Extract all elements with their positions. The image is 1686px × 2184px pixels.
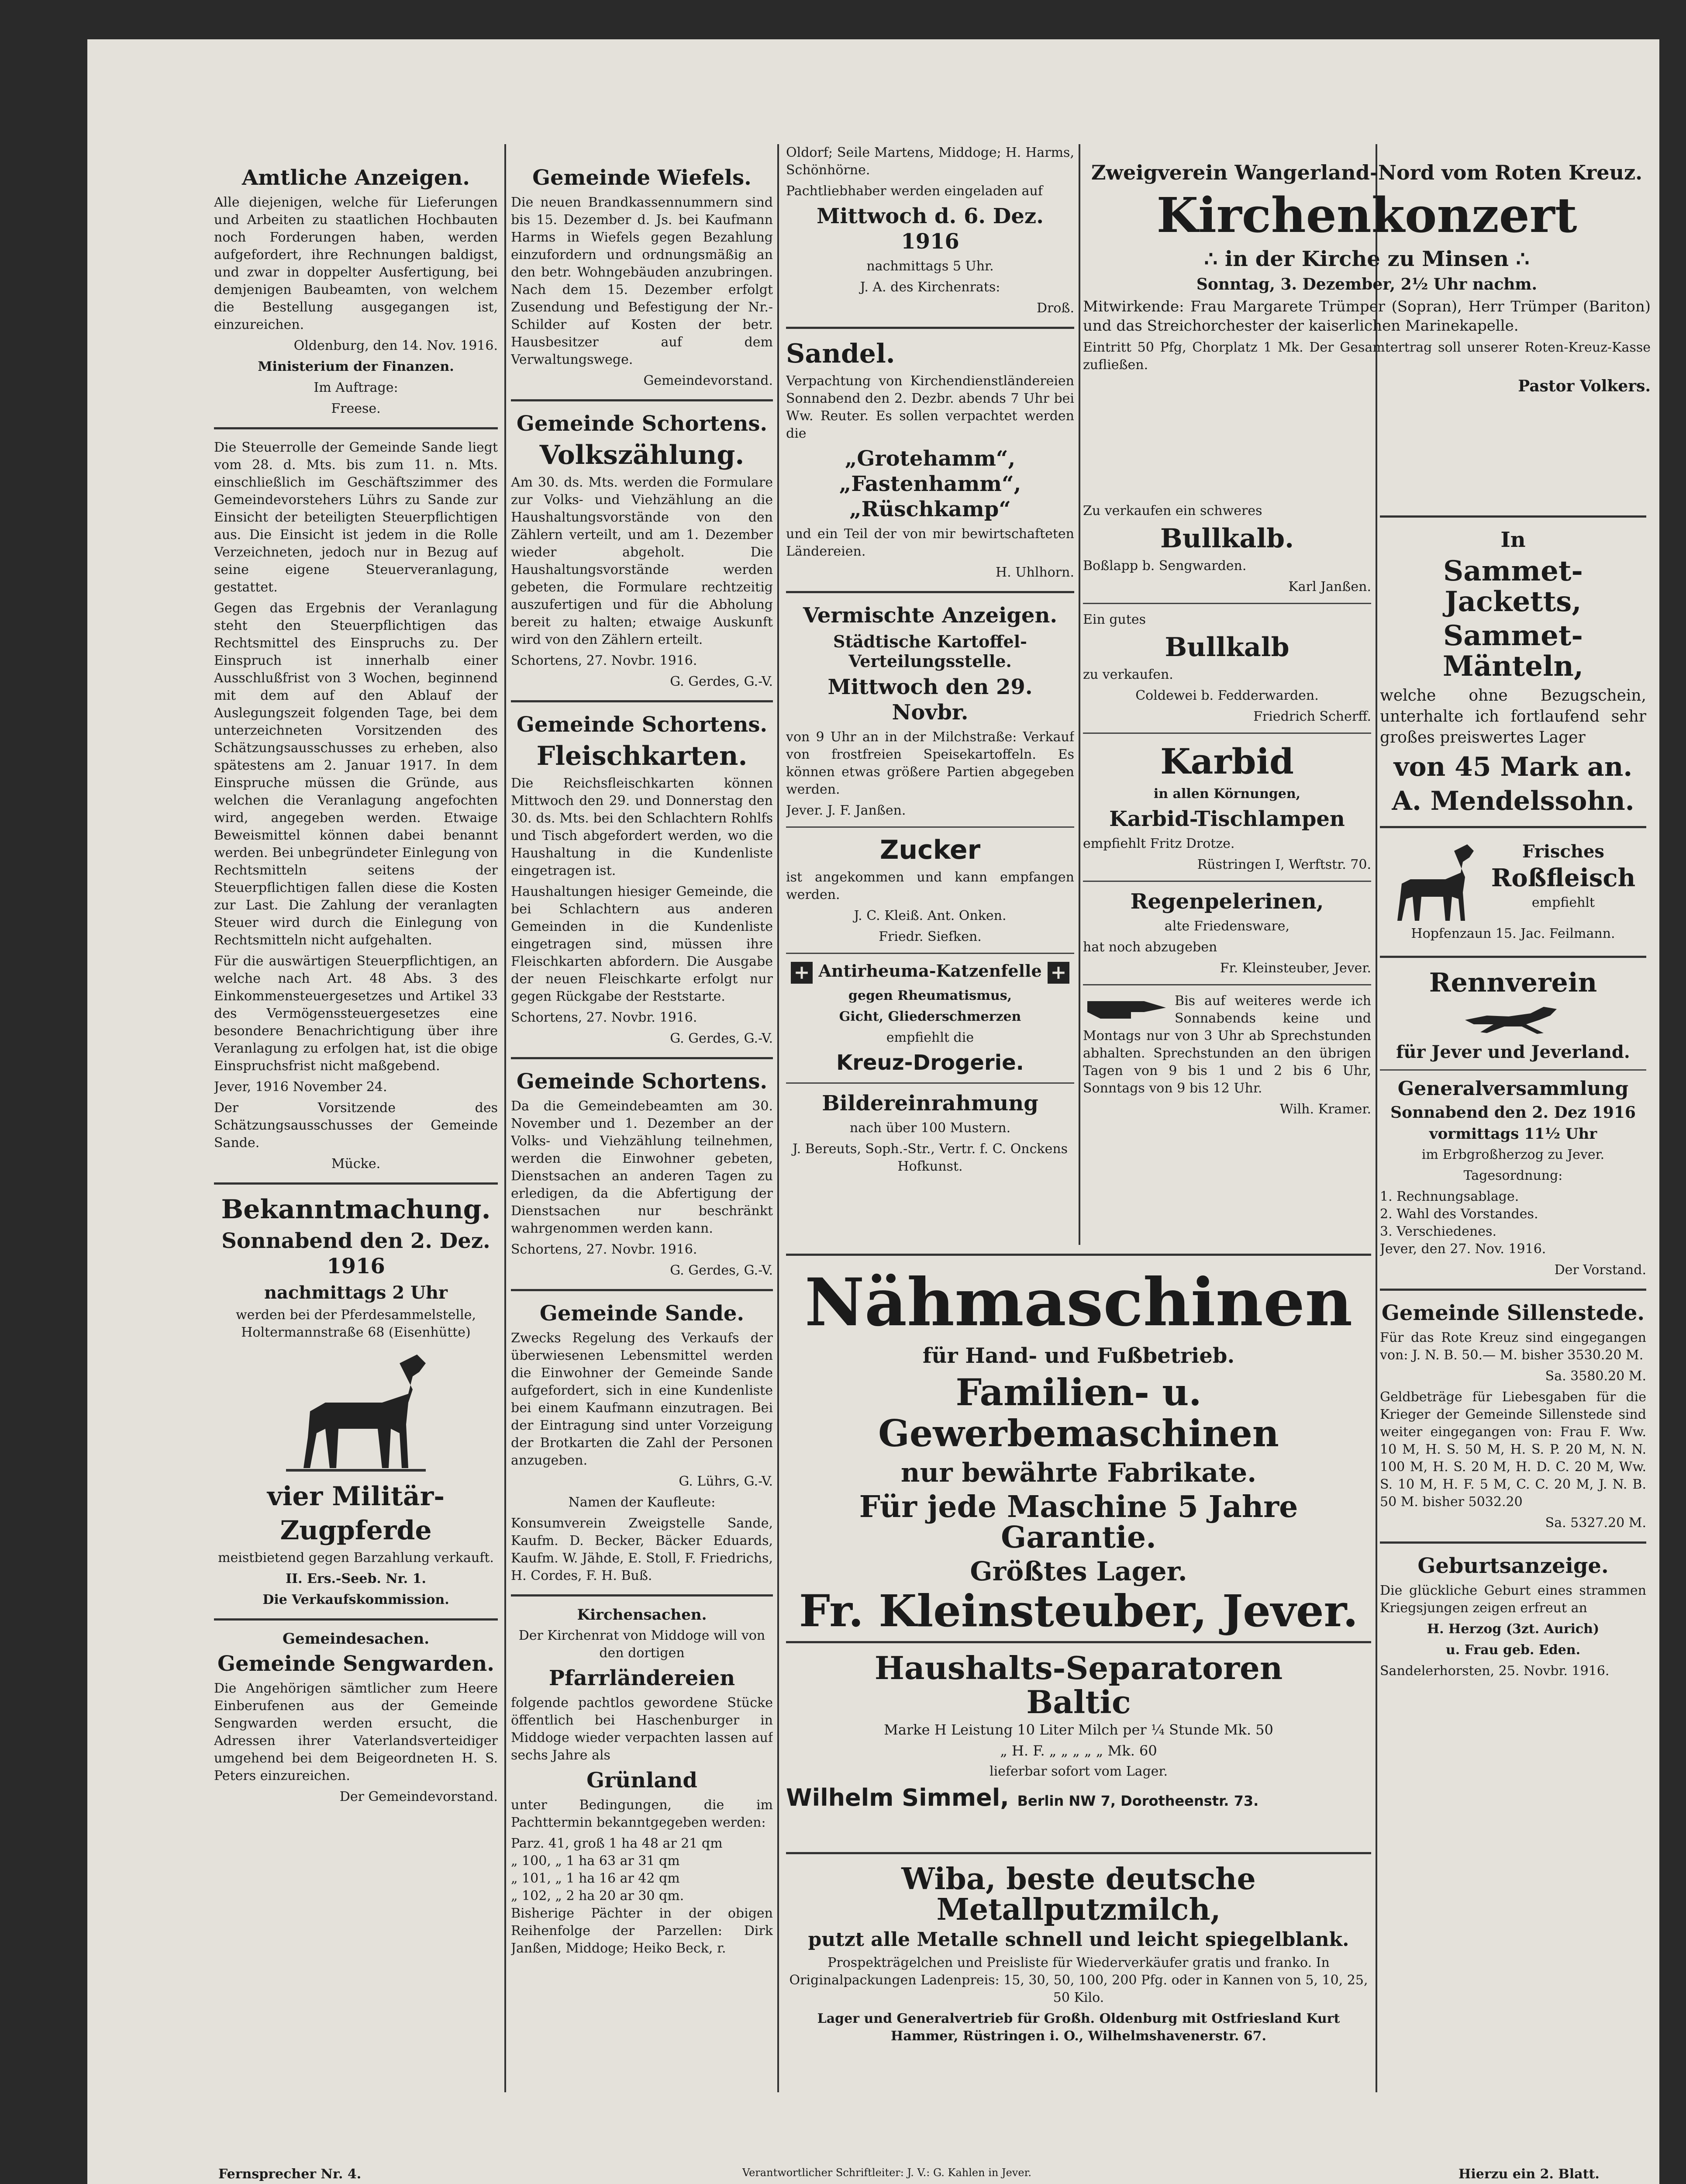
date-line: Jever, 1916 November 24.: [214, 1079, 387, 1095]
ad-title: Städtische Kartoffel-Verteilungsstelle.: [833, 632, 1027, 671]
body-text: empfiehlt: [1531, 895, 1595, 910]
ad-subtitle: putzt alle Metalle schnell und leicht spiegelblank.: [808, 1928, 1349, 1951]
column-5: [1380, 515, 1646, 2097]
date-line: Oldenburg, den 14. Nov. 1916.: [293, 338, 498, 353]
ad-intro: In: [1500, 528, 1526, 552]
notice-title: Gemeinde Wiefels.: [532, 166, 752, 190]
signature: Hopfenzaun 15. Jac. Feilmann.: [1411, 926, 1615, 941]
body-text: Die glückliche Geburt eines strammen Kriegsjungen zeigen erfreut an: [1380, 1583, 1646, 1616]
zucker-ad: [786, 835, 1074, 946]
divider: [1380, 515, 1646, 518]
signature: G. Gerdes, G.-V.: [670, 1031, 773, 1046]
body-text: Prospekträgelchen und Preisliste für Wiederverkäufer gratis und franko. In Originalpackungen Ladenpreis: 15, 30, 50, 100, 200 Pfg. oder in Kannen von 5, 10, 25, 50 Kilo.: [789, 1955, 1368, 2005]
pointing-hand-icon: [1083, 992, 1170, 1023]
body-text: und ein Teil der von mir bewirtschafteten Ländereien.: [786, 526, 1074, 559]
ad-title: Sammet-Mänteln,: [1442, 619, 1584, 683]
kirchenkonzert-ad: [1083, 157, 1651, 498]
divider: [786, 826, 1074, 828]
ad-title: Sammet-Jacketts,: [1443, 555, 1583, 618]
body-text: Für die auswärtigen Steuerpflichtigen, an welche nach Art. 48 Abs. 3 des Einkommensteuergesetzes und Artikel 33 des Vermögenssteuergesetzes eine besondere Benachrichtigung über ihre Veranlagung zu erfolgen hat, ist die obige Einspruchsfrist nicht maßgebend.: [214, 954, 498, 1074]
regenpelerinen-ad: [1083, 889, 1371, 977]
ad-subtitle: für Jever und Jeverland.: [1396, 1042, 1630, 1062]
body-text: Bis auf weiteres werde ich Sonnabends keine und Montags nur von 3 Uhr ab Sprechstunden abhalten. Sprechstunden an den übrigen Tagen von 9 bis 1 und 2 bis 6 Uhr, Sonntags von 9 bis 12 Uhr.: [1083, 993, 1371, 1096]
subhead: Namen der Kaufleute:: [568, 1495, 716, 1510]
signature: Fr. Kleinsteuber, Jever.: [1220, 961, 1371, 976]
ad-date: Sonnabend den 2. Dez. 1916: [221, 1229, 490, 1279]
column-4: [1083, 502, 1371, 1245]
body-text: lieferbar sofort vom Lager.: [989, 1764, 1168, 1779]
signature: Der Gemeindevorstand.: [339, 1789, 498, 1804]
signature: Rüstringen I, Werftstr. 70.: [1197, 857, 1371, 872]
agenda-list: [1380, 1188, 1646, 1241]
schortens-notice: [511, 1069, 773, 1279]
signature: Wilh. Kramer.: [1279, 1102, 1371, 1117]
divider: [786, 1852, 1371, 1854]
body-text: Der Kirchenrat von Middoge will von den dortigen: [518, 1628, 765, 1661]
shop-name: Kreuz-Drogerie.: [836, 1050, 1024, 1075]
notice-title: Volkszählung.: [539, 440, 745, 470]
ad-place: ∴ in der Kirche zu Minsen ∴: [1204, 247, 1530, 271]
authority-note: Im Auftrage:: [314, 380, 398, 395]
ad-title: Roßfleisch: [1491, 864, 1636, 892]
ad-date: Mittwoch den 29. Novbr.: [827, 675, 1033, 725]
divider: [1083, 603, 1371, 604]
ad-title: Haushalts-Separatoren: [874, 1649, 1283, 1686]
body-text: Da die Gemeindebeamten am 30. November und 1. Dezember an der Volks- und Viehzählung teilnehmen, werden die Einwohner gebeten, Dienstsachen an anderen Tagen zu erledigen, da die Abfertigung der Dienstsachen nur beschränkt wahrgenommen werden kann.: [511, 1099, 773, 1236]
kirchensachen: [511, 1606, 773, 1957]
signature: H. Herzog (3zt. Aurich): [1427, 1621, 1600, 1637]
rossfleisch-ad: [1380, 838, 1646, 946]
ad-headline: vier Militär-: [267, 1481, 445, 1512]
body-text: Haushaltungen hiesiger Gemeinde, die bei Schlachtern aus anderen Gemeinden in die Kundenliste eingetragen sind, müssen ihre Fleischkarten abfordern. Die Ausgabe der neuen Fleischkarte erfolgt nur gegen Rückgabe der Reststarte.: [511, 884, 773, 1004]
column-2: [511, 162, 773, 2092]
column-1: [214, 162, 498, 2092]
ad-price: von 45 Mark an.: [1393, 752, 1633, 782]
signature: G. Lührs, G.-V.: [679, 1474, 773, 1489]
divider: [1380, 826, 1646, 828]
body-text: Für das Rote Kreuz sind eingegangen von: J. N. B. 50.— M. bisher 3530.20 M.: [1380, 1330, 1646, 1363]
ad-title: Zucker: [879, 835, 981, 865]
naehmaschinen-ad: [786, 1254, 1371, 1839]
signature: Karl Janßen.: [1288, 579, 1371, 594]
divider: [214, 1182, 498, 1185]
ad-subtitle: für Hand- und Fußbetrieb.: [922, 1344, 1235, 1368]
divider: [1380, 1069, 1646, 1071]
divider: [786, 1641, 1371, 1643]
divider: [511, 399, 773, 401]
notice-head: Gemeinde Schortens.: [516, 411, 768, 436]
subhead: Tagesordnung:: [1463, 1168, 1563, 1183]
section-title: Gemeindesachen.: [282, 1630, 430, 1648]
ad-title: Bildereinrahmung: [822, 1091, 1038, 1116]
antirheuma-ad: [786, 961, 1074, 1075]
signature: Droß.: [1036, 301, 1074, 316]
notice-subtitle: Grünland: [586, 1768, 697, 1793]
body-text: Pachtliebhaber werden eingeladen auf: [786, 183, 1043, 199]
divider: [1380, 1541, 1646, 1544]
date-line: Jever, den 27. Nov. 1916.: [1380, 1241, 1546, 1257]
date-line: Schortens, 27. Novbr. 1916.: [511, 653, 697, 668]
signature: J. C. Kleiß. Ant. Onken.: [854, 908, 1007, 923]
list-item: „ 101, „ 1 ha 16 ar 42 qm: [511, 1871, 680, 1886]
sillenstede-notice: [1380, 1300, 1646, 1532]
red-cross-icon: +: [1048, 962, 1069, 984]
body-text: Mitwirkende: Frau Margarete Trümper (Sopran), Herr Trümper (Bariton) und das Streichorchester der kaiserlichen Marinekapelle.: [1083, 298, 1651, 335]
list-item: „ 100, „ 1 ha 63 ar 31 qm: [511, 1853, 680, 1869]
body-text: Konsumverein Zweigstelle Sande, Kaufm. D. Becker, Bäcker Eduards, Kaufm. W. Jähde, E. Stoll, F. Friedrichs, H. Cordes, F. H. Buß.: [511, 1516, 773, 1583]
divider: [786, 953, 1074, 954]
body-text: empfiehlt die: [886, 1030, 974, 1045]
body-text: welche ohne Bezugschein, unterhalte ich fortlaufend sehr großes preiswertes Lager: [1380, 687, 1646, 746]
notice-title: Gemeinde Sengwarden.: [217, 1652, 494, 1676]
ad-title: Karbid: [1160, 741, 1294, 782]
signature: Friedrich Scherff.: [1253, 709, 1371, 724]
ad-headline: Familien- u. Gewerbemaschinen: [878, 1371, 1279, 1455]
section-title: Amtliche Anzeigen.: [242, 166, 470, 190]
body-text: von 9 Uhr an in der Milchstraße: Verkauf von frostfreien Speisekartoffeln. Es können etwas größere Partien abgegeben werden.: [786, 729, 1074, 797]
body-text: Ein gutes: [1083, 612, 1146, 627]
footer-left: Fernsprecher Nr. 4.: [218, 2167, 362, 2182]
shop-name: A. Mendelssohn.: [1392, 786, 1634, 816]
body-text: alte Friedensware,: [1164, 919, 1290, 934]
ad-highlight: „Grotehamm“, „Fastenhamm“, „Rüschkamp“: [839, 446, 1021, 522]
signature: Die Verkaufskommission.: [262, 1592, 449, 1607]
body-text: Die Reichsfleischkarten können Mittwoch den 29. und Donnerstag den 30. ds. Mts. bei den Schlachtern Rohlfs und Tisch abgefordert werden, wo die Haushaltung in die Kundenliste eingetragen ist.: [511, 776, 773, 878]
list-item: Parz. 41, groß 1 ha 48 ar 21 qm: [511, 1836, 723, 1851]
ad-line: Für jede Maschine 5 Jahre Garantie.: [859, 1489, 1298, 1555]
parcel-list: [511, 1835, 773, 1905]
signature: Der Vorsitzende des Schätzungsausschusses der Gemeinde Sande.: [214, 1100, 498, 1151]
ad-name: Baltic: [1026, 1683, 1131, 1721]
signature: u. Frau geb. Eden.: [1445, 1642, 1581, 1658]
authority: Ministerium der Finanzen.: [258, 359, 454, 374]
amtliche-anzeigen: [214, 165, 498, 418]
sum-line: Sa. 3580.20 M.: [1545, 1368, 1646, 1384]
notice-title: Pfarrländereien: [548, 1666, 735, 1690]
ad-date: Sonnabend den 2. Dez 1916: [1390, 1103, 1636, 1122]
divider: [511, 1594, 773, 1597]
bilder-ad: [786, 1091, 1074, 1175]
rennverein-ad: [1380, 968, 1646, 1279]
notice-head: Gemeinde Schortens.: [516, 712, 768, 737]
divider: [214, 427, 498, 429]
body-text: Am 30. ds. Mts. werden die Formulare zur Volks- und Viehzählung an die Haushaltungsvorstände von den Zählern verteilt, und am 1. Dezember wieder abgeholt. Die Haushaltungsvorstände werden gebeten, die Formulare rechtzeitig auszufertigen und für die Abholung bereit zu halten; etwaige Auskunft wird von den Zählern erteilt.: [511, 475, 773, 647]
list-item: 3. Verschiedenes.: [1380, 1224, 1496, 1239]
signature: Friedr. Siefken.: [879, 929, 982, 944]
wiba-ad: [786, 1852, 1371, 2097]
date-line: Schortens, 27. Novbr. 1916.: [511, 1010, 697, 1025]
list-item: 1. Rechnungsablage.: [1380, 1189, 1519, 1204]
fleischkarten-notice: [511, 712, 773, 1047]
signature: G. Gerdes, G.-V.: [670, 674, 773, 689]
divider: [1083, 881, 1371, 882]
signature: Gemeindevorstand.: [643, 373, 773, 388]
body-text: Die neuen Brandkassennummern sind bis 15. Dezember d. Js. bei Kaufmann Harms in Wiefels gegen Bezahlung einzufordern und ordnungsmäßig an den betr. Wohngebäuden anzubringen. Nach dem 15. Dezember erfolgt Zusendung und Befestigung der Nr.-Schilder auf Kosten der betr. Hausbesitzer auf dem Verwaltungswege.: [511, 195, 773, 367]
body-text: hat noch abzugeben: [1083, 940, 1217, 955]
body-text: Eintritt 50 Pfg, Chorplatz 1 Mk. Der Gesamtertrag soll unserer Roten-Kreuz-Kasse zufließen.: [1083, 340, 1651, 373]
footer-right: Hierzu ein 2. Blatt.: [1458, 2167, 1600, 2182]
body-text: Gegen das Ergebnis der Veranlagung steht den Steuerpflichtigen das Rechtsmittel des Einspruchs zu. Der Einspruch ist innerhalb einer Ausschlußfrist von 3 Wochen, beginnend mit dem auf den Ablauf der Auslegungszeit folgenden Tage, bei dem unterzeichneten Vorsitzenden des Schätzungsausschusses zu erheben, also spätestens am 2. Januar 1917. In dem Einspruche müssen die Gründe, aus welchen die Veranlagung angefochten wird, angegeben werden. Etwaige Beweismittel können dabei benannt werden. Bei unbegründeter Einlegung von Rechtsmitteln seitens der Steuerpflichtigen fallen diese die Kosten zur Last. Die Zahlung der veranlagten Steuer wird durch die Einlegung von Rechtsmitteln nicht aufgehalten.: [214, 601, 498, 948]
racehorse-icon: [1456, 1002, 1570, 1037]
body-text: unter Bedingungen, die im Pachttermin bekanntgegeben werden:: [511, 1797, 773, 1830]
divider: [786, 1082, 1074, 1084]
ad-title: Antirheuma-Katzenfelle: [818, 961, 1042, 981]
body-text: meistbietend gegen Barzahlung verkauft.: [218, 1550, 494, 1565]
divider: [1083, 733, 1371, 734]
ad-place: werden bei der Pferdesammelstelle, Holtermannstraße 68 (Eisenhütte): [235, 1307, 476, 1340]
column-rule: [1079, 144, 1080, 1245]
ad-title: Sandel.: [786, 339, 895, 369]
volkszaehlung-notice: [511, 411, 773, 691]
pacht-continuation: [786, 144, 1074, 317]
ad-title: Generalversammlung: [1397, 1078, 1629, 1100]
karbid-ad: [1083, 741, 1371, 874]
ad-line: Größtes Lager.: [970, 1556, 1187, 1587]
divider: [214, 1618, 498, 1621]
price-line: Marke H Leistung 10 Liter Milch per ¼ Stunde Mk. 50: [884, 1721, 1273, 1738]
signature: J. A. des Kirchenrats:: [860, 280, 1000, 295]
body-text: Die Steuerrolle der Gemeinde Sande liegt vom 28. d. Mts. bis zum 11. n. Mts. einschließlich im Geschäftszimmer des Gemeindevorstehers Lührs zu Sande zur Einsicht der beteiligten Steuerpflichtigen aus. Die Einsicht ist jedem in die Rolle Verzeichneten, jedoch nur in Bezug auf seine eigene Steuerveranlagung, gestattet.: [214, 440, 498, 595]
body-text: Oldorf; Seile Martens, Middoge; H. Harms, Schönhörne.: [786, 145, 1074, 178]
ad-title: Bekanntmachung.: [221, 1194, 491, 1225]
red-cross-icon: +: [791, 962, 813, 984]
divider: [786, 1254, 1371, 1256]
footer-middle: Verantwortlicher Schriftleiter: J. V.: G. Kahlen in Jever.: [742, 2167, 1032, 2179]
ad-title: Nähmaschinen: [804, 1264, 1353, 1341]
event-time: nachmittags 5 Uhr.: [866, 259, 994, 274]
body-text: Die Angehörigen sämtlicher zum Heere Einberufenen aus der Gemeinde Sengwarden werden ersucht, die Adressen ihrer Vaterlandsverteidiger umgehend bei dem Beigeordneten H. S. Peters einzureichen.: [214, 1681, 498, 1783]
event-date: Mittwoch d. 6. Dez. 1916: [817, 204, 1044, 254]
signature: G. Gerdes, G.-V.: [670, 1263, 773, 1278]
sum-line: Sa. 5327.20 M.: [1545, 1515, 1646, 1531]
ad-headline: Zugpferde: [280, 1515, 432, 1546]
body-text: Zu verkaufen ein schweres: [1083, 503, 1262, 518]
signature: Coldewei b. Fedderwarden.: [1135, 688, 1319, 703]
body-text: Bisherige Pächter in der obigen Reihenfolge der Parzellen: Dirk Janßen, Middoge; Heiko Beck, r.: [511, 1906, 773, 1956]
notice-head: Gemeinde Sande.: [539, 1301, 745, 1326]
signature: Mücke.: [331, 1156, 381, 1171]
firm-address: Berlin NW 7, Dorotheenstr. 73.: [1017, 1793, 1259, 1809]
body-text: Gicht, Gliederschmerzen: [839, 1009, 1021, 1024]
ad-time: nachmittags 2 Uhr: [264, 1282, 448, 1303]
body-text: Alle diejenigen, welche für Lieferungen und Arbeiten zu staatlichen Hochbauten noch Forderungen haben, werden aufgefordert, ihre Rechnungen baldigst, und zwar in doppelter Ausfertigung, bei demjenigen Baubeamten, von welchem die Bestellung ausgegangen ist, einzureichen.: [214, 195, 498, 332]
divider: [511, 700, 773, 702]
list-item: 2. Wahl des Vorstandes.: [1380, 1206, 1538, 1222]
column-3: [786, 144, 1074, 1236]
bekanntmachung-ad: [214, 1194, 498, 1609]
body-text: Verpachtung von Kirchendienstländereien Sonnabend den 2. Dezbr. abends 7 Uhr bei Ww. Reuter. Es sollen verpachtet werden die: [786, 373, 1074, 441]
body-text: folgende pachtlos gewordene Stücke öffentlich bei Haschenburger in Middoge wieder verpachten lassen auf sechs Jahre als: [511, 1695, 773, 1763]
shop-name: Fr. Kleinsteuber, Jever.: [799, 1585, 1358, 1637]
signature: Der Vorstand.: [1554, 1262, 1646, 1278]
ad-title: Rennverein: [1429, 968, 1597, 998]
body-text: Zwecks Regelung des Verkaufs der überwiesenen Lebensmittel werden die Einwohner der Gemeinde Sande aufgefordert, sich in eine Kundenliste bei einem Kaufmann einzutragen. Bei der Eintragung sind unter Vorzeigung der Brotkarten die Zahl der Personen anzugeben.: [511, 1330, 773, 1468]
signature: Jever. J. F. Janßen.: [786, 803, 906, 818]
sande-notice: [511, 1301, 773, 1585]
ad-title: Regenpelerinen,: [1130, 889, 1324, 914]
body-text: zu verkaufen.: [1083, 667, 1173, 682]
section-title: Kirchensachen.: [577, 1606, 707, 1624]
notice-title: Fleischkarten.: [536, 741, 748, 771]
ad-title: Bullkalb.: [1160, 523, 1294, 554]
ad-date: Sonntag, 3. Dezember, 2½ Uhr nachm.: [1196, 275, 1538, 294]
divider: [1380, 1289, 1646, 1291]
signature: II. Ers.-Seeb. Nr. 1.: [286, 1571, 426, 1586]
price-line: „ H. F. „ „ „ „ „ Mk. 60: [1000, 1742, 1157, 1759]
signature: H. Uhlhorn.: [995, 565, 1074, 580]
ad-intro: Frisches: [1522, 841, 1604, 862]
divider: [511, 1289, 773, 1291]
ad-title: Bullkalb: [1165, 632, 1289, 663]
vermischte-anzeigen: [786, 603, 1074, 819]
body-text: nach über 100 Mustern.: [849, 1120, 1011, 1136]
column-rule: [777, 144, 779, 2092]
body-text: im Erbgroßherzog zu Jever.: [1421, 1147, 1605, 1162]
ad-title: Karbid-Tischlampen: [1109, 807, 1345, 831]
wiefels-notice: [511, 165, 773, 390]
divider: [786, 327, 1074, 329]
gemeindesachen: [214, 1630, 498, 1806]
ad-title: Wiba, beste deutsche Metallputzmilch,: [901, 1862, 1256, 1927]
geburtsanzeige: [1380, 1553, 1646, 1680]
bullkalb-ad-2: [1083, 611, 1371, 726]
kramer-ad: [1083, 992, 1371, 1122]
body-text: Geldbeträge für Liebesgaben für die Krieger der Gemeinde Sillenstede sind weiter eingegangen von: Frau F. Ww. 10 M, H. S. 50 M, H. S. P. 20 M, N. N. 100 M, H. S. 20 M, H. D. C. 20 M, Ww. S. 10 M, H. F. 5 M, C. C. 20 M, J. N. B. 50 M. bisher 5032.20: [1380, 1389, 1646, 1510]
divider: [511, 1057, 773, 1059]
notice-title: Geburtsanzeige.: [1417, 1554, 1609, 1578]
list-item: „ 102, „ 2 ha 20 ar 30 qm.: [511, 1888, 684, 1904]
notice-head: Gemeinde Schortens.: [516, 1069, 768, 1094]
horse-illustration: [1380, 838, 1480, 925]
signature: J. Bereuts, Soph.-Str., Vertr. f. C. Onckens Hofkunst.: [792, 1141, 1068, 1174]
body-text: gegen Rheumatismus,: [848, 988, 1012, 1003]
sammet-ad: [1380, 527, 1646, 816]
bullkalb-ad-1: [1083, 502, 1371, 596]
body-text: in allen Körnungen,: [1153, 786, 1301, 802]
ad-title: Kirchenkonzert: [1156, 187, 1577, 243]
firm-name: Wilhelm Simmel,: [786, 1784, 1009, 1811]
signature: Freese.: [331, 401, 381, 416]
horse-illustration: [269, 1346, 443, 1477]
signature: Boßlapp b. Sengwarden.: [1083, 558, 1247, 574]
signature: Lager und Generalvertrieb für Großh. Oldenburg mit Ostfriesland Kurt Hammer, Rüstringen i. O., Wilhelmshavenerstr. 67.: [817, 2011, 1340, 2044]
ad-verein: Zweigverein Wangerland-Nord vom Roten Kreuz.: [1091, 161, 1643, 184]
sandel-ad: [786, 339, 1074, 581]
divider: [1083, 984, 1371, 985]
divider: [1380, 956, 1646, 958]
ad-line: nur bewährte Fabrikate.: [900, 1458, 1257, 1488]
notice-title: Gemeinde Sillenstede.: [1381, 1301, 1645, 1325]
divider: [786, 591, 1074, 593]
ad-time: vormittags 11½ Uhr: [1429, 1125, 1597, 1143]
signature: empfiehlt Fritz Drotze.: [1083, 836, 1235, 851]
date-line: Sandelerhorsten, 25. Novbr. 1916.: [1380, 1663, 1610, 1679]
steuerrolle-notice: [214, 439, 498, 1173]
separator-ad: [786, 1649, 1371, 1811]
section-title: Vermischte Anzeigen.: [803, 603, 1058, 628]
date-line: Schortens, 27. Novbr. 1916.: [511, 1242, 697, 1257]
signature: Pastor Volkers.: [1518, 377, 1651, 395]
column-rule: [504, 144, 506, 2092]
body-text: ist angekommen und kann empfangen werden.: [786, 870, 1074, 902]
